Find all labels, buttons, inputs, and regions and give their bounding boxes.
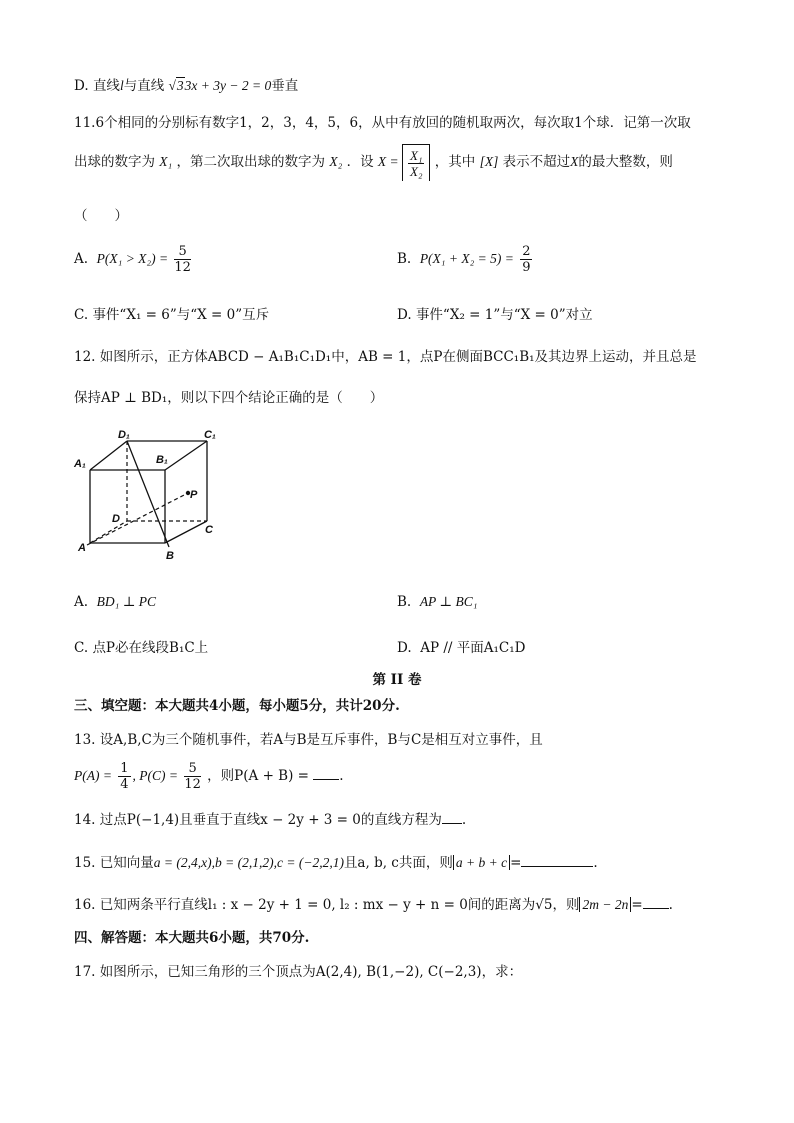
frac-num: 1 (120, 761, 129, 776)
q14 (74, 808, 466, 828)
label-b1: B₁ (156, 454, 168, 466)
answer-blank[interactable] (313, 779, 339, 780)
question-number: 16. (74, 897, 96, 913)
q13-line1 (74, 728, 543, 748)
math: P(X₁ > X₂) = (96, 251, 169, 266)
text: 垂直 (271, 78, 299, 94)
q12-option-c (74, 636, 208, 656)
question-text: 已知两条平行直线l₁ : x − 2y + 1 = 0, l₂ : mx − y + n = 0间的距离为√5，则 (99, 897, 580, 913)
q12-option-d (397, 636, 525, 656)
part-title: 第 II 卷 (372, 672, 422, 688)
text: 已知向量 (99, 855, 154, 871)
q11-option-b (397, 243, 534, 275)
option-text: AP // 平面A₁C₁D (420, 640, 526, 656)
q15 (74, 851, 598, 871)
answer-blank[interactable] (442, 823, 462, 824)
option-text: 事件“X₁ = 6”与“X = 0”互斥 (92, 307, 270, 323)
text: ，其中 (434, 154, 476, 170)
text: 出球的数字为 (74, 154, 155, 170)
floor-bracket (402, 144, 430, 181)
frac-den: 12 (174, 260, 191, 275)
q11-option-c (74, 303, 269, 323)
math: = (386, 154, 403, 169)
option-label: D. (74, 78, 89, 94)
question-text: 设A,B,C为三个随机事件，若A与B是互斥事件，B与C是相互对立事件，且 (99, 732, 543, 748)
math: [X] (479, 154, 499, 169)
frac-num: X₁ (410, 148, 423, 163)
question-text: 如图所示，正方体ABCD − A₁B₁C₁D₁中，AB = 1，点P在侧面BCC₁B₁及其边界上运动，并且总是 (99, 349, 697, 365)
math: P(X₁ + X₂ = 5) = (419, 251, 514, 266)
math: X (570, 154, 579, 169)
q12-line1 (74, 345, 697, 365)
option-label: A. (74, 251, 89, 267)
question-number: 15. (74, 855, 96, 871)
option-text: 事件“X₂ = 1”与“X = 0”对立 (415, 307, 593, 323)
question-text: 6个相同的分别标有数字1，2，3，4，5，6，从中有放回的随机取两次，每次取1个球．记第一次取 (95, 115, 691, 131)
question-number: 12. (74, 349, 96, 365)
option-label: C. (74, 307, 89, 323)
math-abs: a + b + c (453, 855, 510, 870)
frac-den: 9 (522, 260, 531, 275)
q11-paren: （ ） (74, 208, 128, 224)
q12-line2: 保持AP ⊥ BD₁，则以下四个结论正确的是（ ） (74, 390, 384, 406)
option-label: C. (74, 640, 89, 656)
text: . (593, 855, 598, 871)
frac-num: 2 (522, 244, 531, 259)
option-text: AP ⊥ BC₁ (419, 594, 478, 609)
cube-figure (70, 425, 230, 565)
q13-line2 (74, 758, 344, 794)
frac-den: 4 (120, 777, 129, 792)
text: 表示不超过 (502, 154, 571, 170)
option-label: D. (397, 307, 412, 323)
label-a: A (78, 542, 86, 554)
option-label: A. (74, 594, 89, 610)
label-b: B (166, 550, 174, 562)
frac-den: 12 (184, 777, 201, 792)
math: b = (2,1,2), (215, 855, 277, 870)
q16 (74, 893, 673, 913)
question-number: 17. (74, 964, 96, 980)
text: 直线 (92, 78, 120, 94)
math-abs: 2m − 2n (579, 897, 631, 912)
question-number: 14. (74, 812, 96, 828)
label-d: D (112, 513, 120, 525)
text: . (668, 897, 673, 913)
label-d1: D₁ (118, 429, 130, 441)
q10-option-d (74, 74, 298, 94)
q17 (74, 960, 522, 980)
math: c = (−2,2,1) (276, 855, 344, 870)
text: 且a, b, c共面，则 (343, 855, 453, 871)
question-number: 11. (74, 115, 96, 131)
q11-option-d (397, 303, 593, 323)
text: = (510, 855, 522, 871)
label-c: C (205, 524, 213, 536)
q11-line1 (74, 111, 691, 131)
math: l (119, 78, 124, 93)
math: X₂ (329, 154, 343, 169)
label-p: P (190, 489, 198, 501)
option-label: B. (397, 594, 412, 610)
frac-num: 5 (184, 761, 201, 777)
q11-line2 (74, 144, 673, 181)
text: 与直线 (123, 78, 165, 94)
option-label: B. (397, 251, 412, 267)
answer-blank[interactable] (521, 866, 593, 867)
text: ．设 (346, 154, 374, 170)
text: 的最大整数，则 (578, 154, 673, 170)
text: . (461, 812, 467, 828)
q12-option-a (74, 594, 156, 610)
text: = (631, 897, 643, 913)
option-label: D. (397, 640, 412, 656)
question-text: 过点P(−1,4)且垂直于直线x − 2y + 3 = 0的直线方程为 (99, 812, 442, 828)
label-a1: A₁ (74, 458, 86, 470)
q11-option-a (74, 243, 193, 275)
text: . (339, 768, 344, 784)
math: P(A) = (74, 768, 112, 783)
text: ，第二次取出球的数字为 (176, 154, 326, 170)
label-c1: C₁ (204, 429, 216, 441)
question-text: 如图所示，已知三角形的三个顶点为A(2,4), B(1,−2), C(−2,3)，求： (99, 964, 523, 980)
math: 3x + 3y − 2 = 0 (184, 78, 272, 93)
math: X₁ (159, 154, 173, 169)
math: a = (2,4,x), (153, 855, 215, 870)
frac-num: 5 (174, 244, 191, 260)
text: ，则P(A + B) = (207, 768, 309, 784)
option-text: BD₁ ⊥ PC (96, 594, 157, 609)
q12-option-b (397, 594, 477, 610)
section-heading-solve: 四、解答题：本大题共6小题，共70分. (74, 930, 310, 946)
option-text: 点P必在线段B₁C上 (92, 640, 209, 656)
section-heading-fill-in: 三、填空题：本大题共4小题，每小题5分，共计20分. (74, 698, 400, 714)
math-sqrt: √3 (168, 78, 184, 93)
answer-blank[interactable] (643, 908, 669, 909)
math: X (377, 154, 387, 169)
math: , P(C) = (132, 768, 179, 783)
frac-den: X₂ (410, 164, 423, 179)
question-number: 13. (74, 732, 96, 748)
